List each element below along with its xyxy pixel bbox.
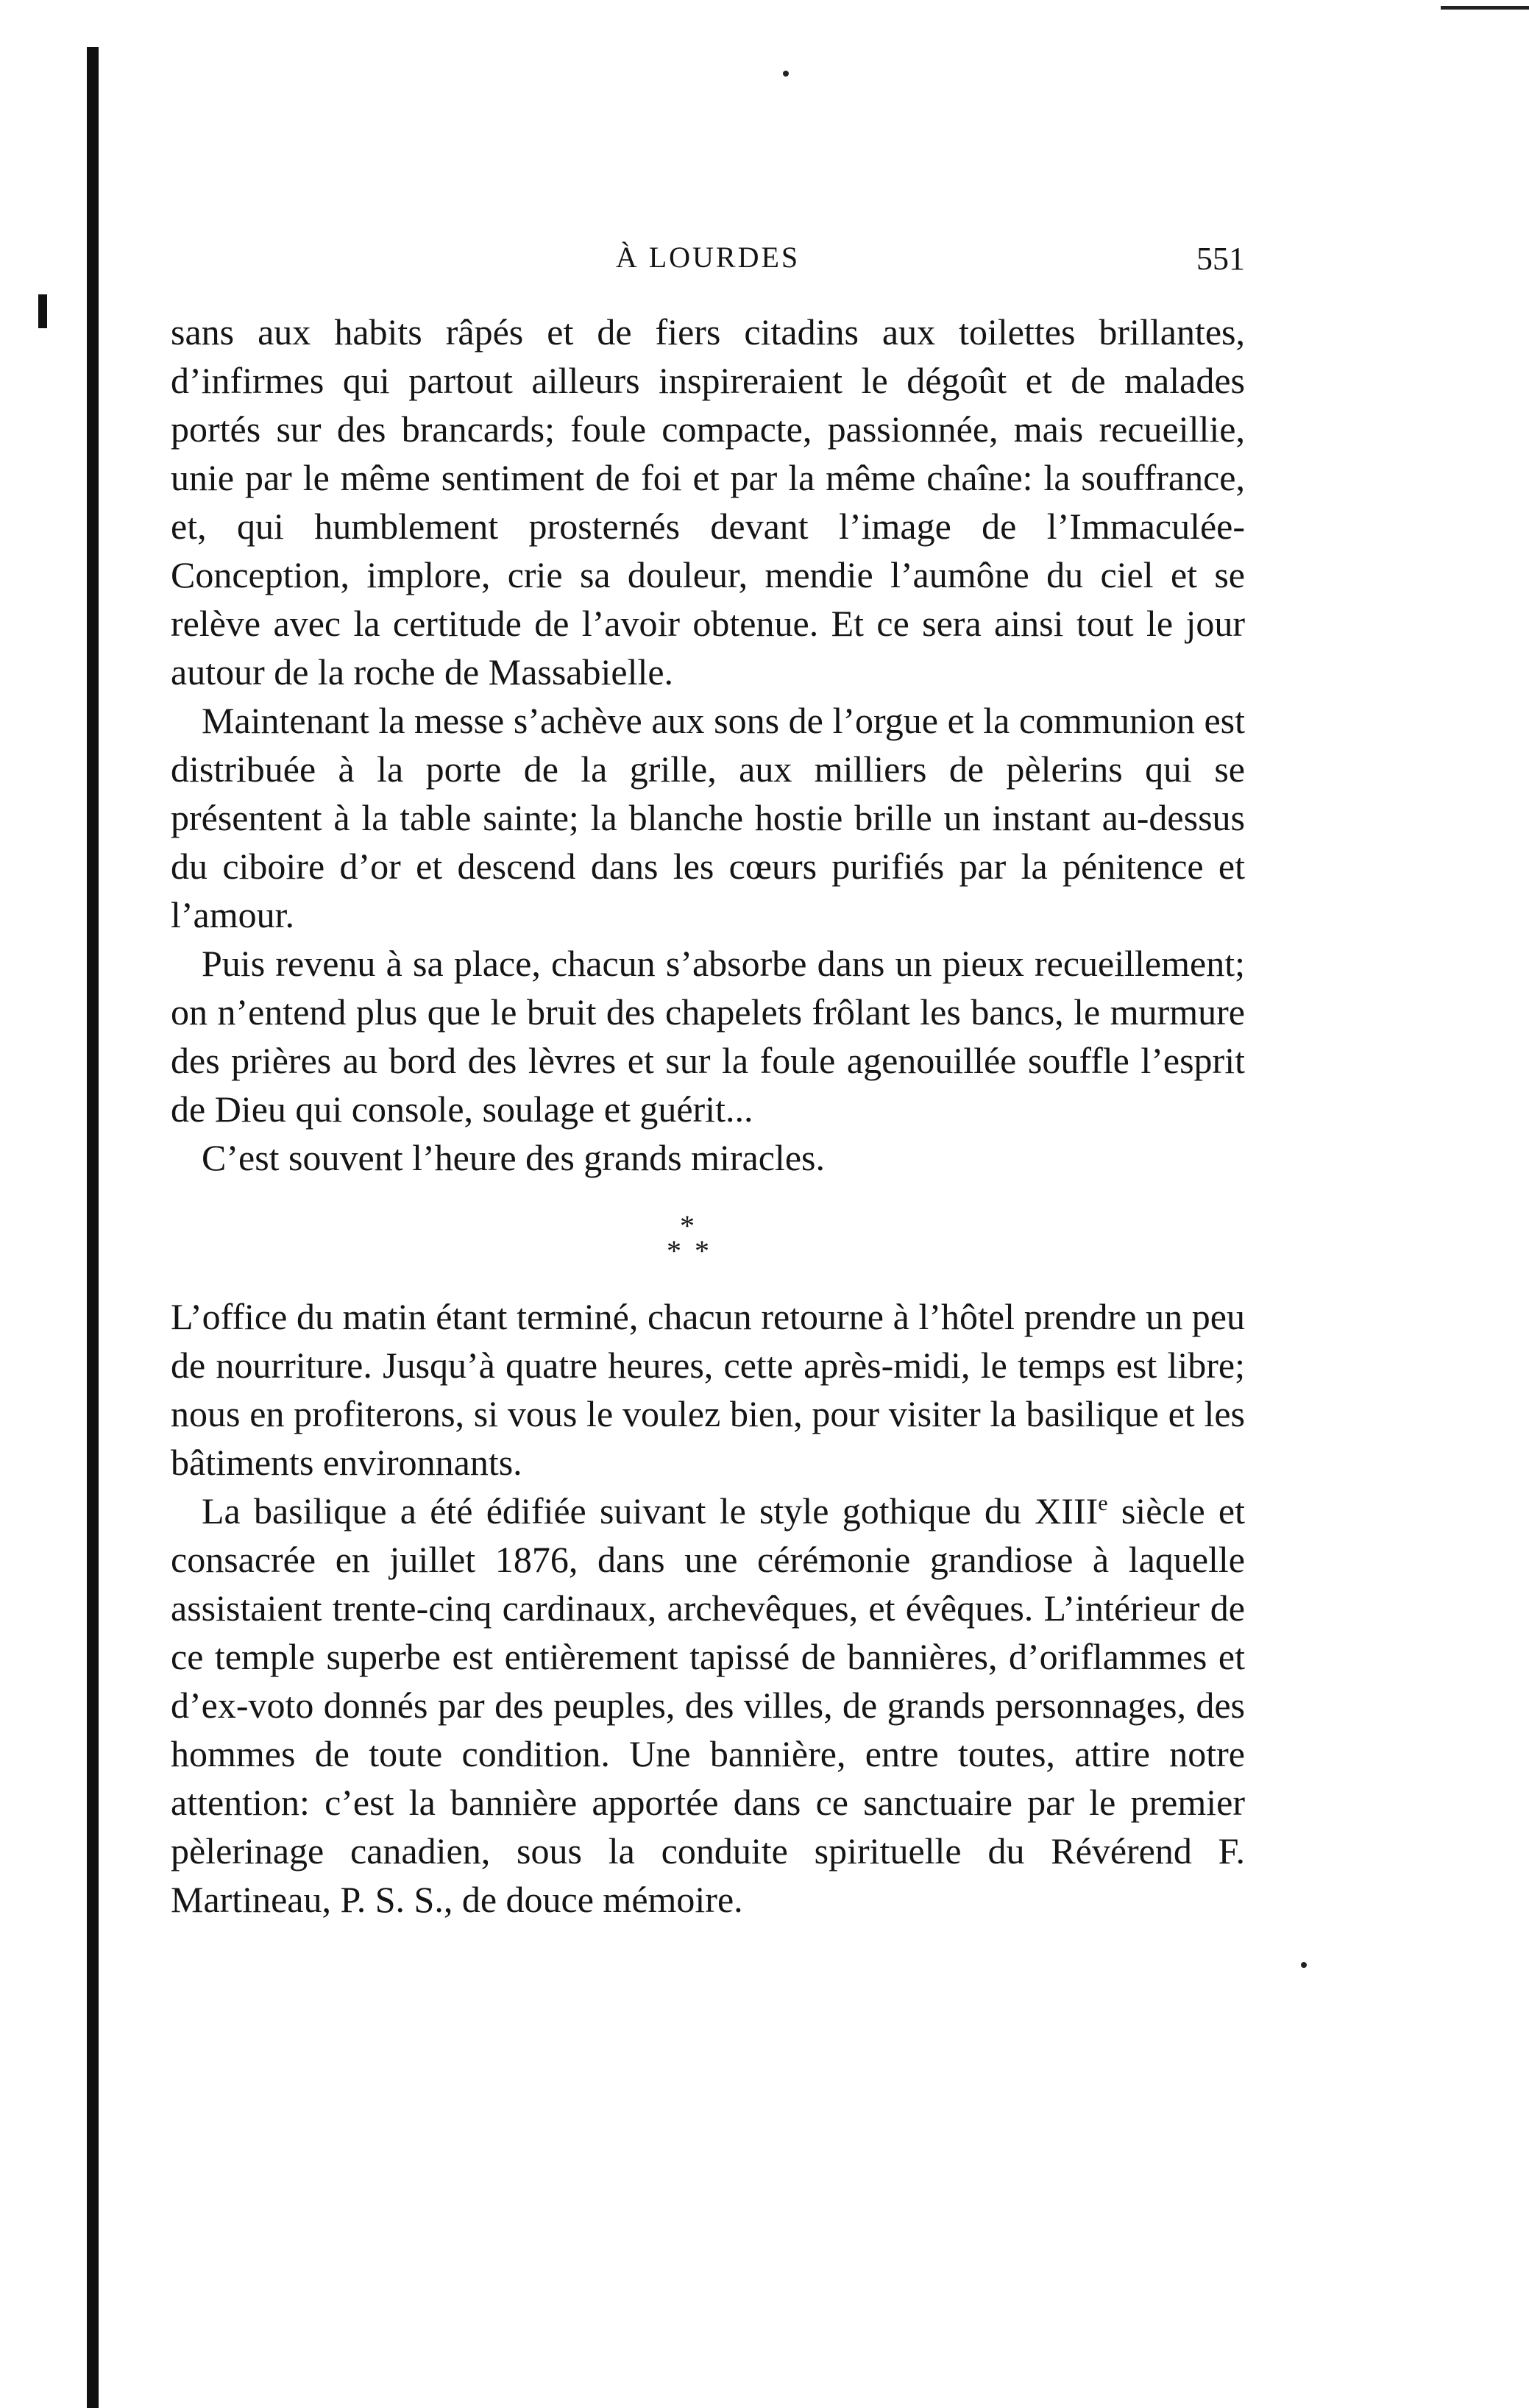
- page-header: [171, 240, 1245, 284]
- paragraph: [171, 1487, 1245, 1924]
- separator-star: *: [695, 1234, 709, 1267]
- paragraph: sans aux habits râpés et de fiers citadins aux toilettes brillantes, d’infirmes qui partout ailleurs inspireraient le dégoût et de malades portés sur des brancards; foule compacte, passionnée, mais recueillie, unie par le même sentiment de foi et par la même chaîne: la souffrance, et, qui humblement prosternés devant l’image de l’Immaculée-Conception, implore, crie sa douleur, mendie l’aumône du ciel et se relève avec la certitude de l’avoir obtenue. Et ce sera ainsi tout le jour autour de la roche de Massabielle.: [171, 311, 1245, 693]
- separator-star: *: [680, 1209, 695, 1242]
- scan-edge-mark: [38, 294, 47, 328]
- page-body: [171, 308, 1245, 1924]
- top-edge-rule: [1441, 6, 1529, 10]
- paragraph-text: siècle et consacrée en juillet 1876, dans une cérémonie grandiose à laquelle assistaient trente-cinq cardinaux, archevêques, et évêques. L’intérieur de ce temple superbe est entièrement tapissé de bannières, d’oriflammes et d’ex-voto donnés par des peuples, des villes, de grands personnages, des hommes de toute condition. Une bannière, entre toutes, attire notre attention: c’est la bannière apportée dans ce sanctuaire par le premier pèlerinage canadien, sous la conduite spirituelle du Révérend F. Martineau, P. S. S., de douce mémoire.: [171, 1490, 1246, 1920]
- running-title: À LOURDES: [615, 241, 801, 274]
- section-separator: [171, 1182, 1245, 1292]
- paragraph: Puis revenu à sa place, chacun s’absorbe dans un pieux recueillement; on n’entend plus que le bruit des chapelets frôlant les bancs, le murmure des prières au bord des lèvres et sur la foule agenouillée souffle l’esprit de Dieu qui console, soulage et guérit...: [171, 943, 1245, 1130]
- scan-speck: [783, 71, 789, 77]
- page-number: 551: [1196, 241, 1245, 277]
- scan-binding-edge: [87, 47, 99, 2408]
- paragraph: Maintenant la messe s’achève aux sons de l’orgue et la communion est distribuée à la porte de la grille, aux milliers de pèlerins qui se présentent à la table sainte; la blanche hostie brille un instant au-dessus du ciboire d’or et descend dans les cœurs purifiés par la pénitence et l’amour.: [171, 700, 1245, 935]
- scan-speck: [1301, 1962, 1307, 1968]
- paragraph-text: La basilique a été édifiée suivant le style gothique du XIII: [202, 1490, 1099, 1531]
- superscript: e: [1098, 1491, 1108, 1515]
- separator-star: *: [667, 1234, 681, 1267]
- paragraph: L’office du matin étant terminé, chacun retourne à l’hôtel prendre un peu de nourriture. Jusqu’à quatre heures, cette après-midi, le temps est libre; nous en profiterons, si vous le voulez bien, pour visiter la basilique et les bâtiments environnants.: [171, 1296, 1245, 1483]
- paragraph: C’est souvent l’heure des grands miracles.: [202, 1137, 825, 1178]
